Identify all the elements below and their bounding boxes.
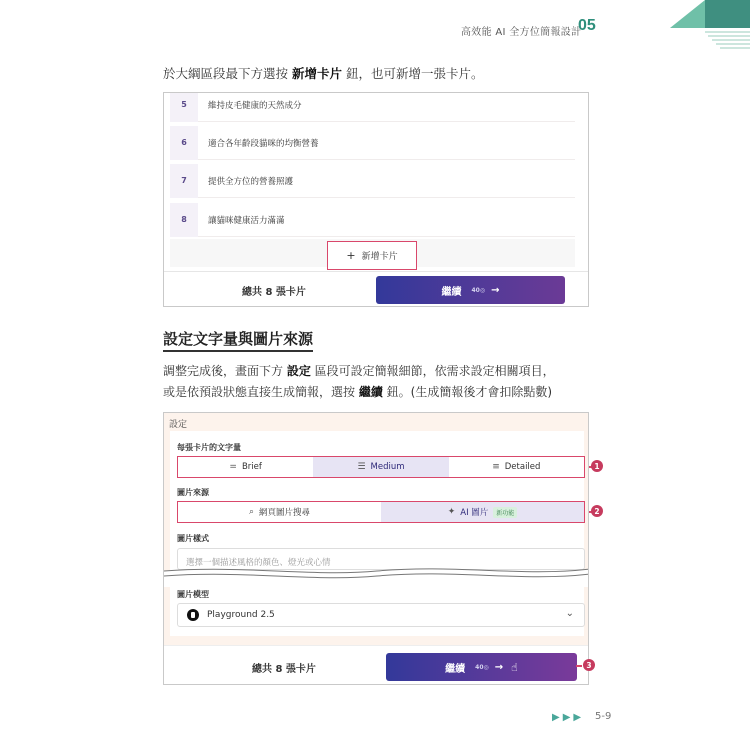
card-total: 總共 8 張卡片 (252, 664, 316, 675)
outline-row[interactable] (170, 164, 575, 198)
page-arrows-icon: ▶▶▶ (552, 712, 585, 723)
page-number: 5-9 (595, 711, 612, 722)
image-style-input[interactable]: 選擇一個描述風格的顏色、燈光或心情 (177, 548, 585, 570)
image-model-select[interactable] (177, 603, 585, 627)
image-model-label: 圖片模型 (177, 590, 209, 599)
row-text: 適合各年齡段貓咪的均衡營養 (208, 138, 319, 149)
option-medium[interactable]: ☰ Medium (313, 457, 448, 477)
settings-title: 設定 (169, 420, 188, 430)
image-style-label: 圖片樣式 (177, 534, 209, 543)
callout-2: 2 (591, 505, 603, 517)
paragraph-line-2: 或是依預設狀態直接生成簡報，選按 繼續 鈕。(生成簡報後才會扣除點數) (163, 385, 553, 399)
row-text: 提供全方位的營養照護 (208, 176, 294, 187)
outline-row[interactable] (170, 203, 575, 237)
chevron-down-icon: ⌄ (565, 608, 574, 619)
continue-label: 繼續 (445, 663, 466, 675)
plus-icon: + (346, 249, 356, 262)
row-text: 維持皮毛健康的天然成分 (208, 100, 302, 111)
add-card-ref: 新增卡片 (291, 66, 342, 81)
option-detailed[interactable]: ≡ Detailed (492, 462, 541, 472)
callout-3: 3 (583, 659, 595, 671)
medium-icon: ☰ (357, 462, 366, 472)
callout-1: 1 (591, 460, 603, 472)
arrow-right-icon: → (494, 661, 504, 673)
chapter-number: 05 (578, 17, 596, 34)
search-icon: ⌕ (248, 507, 255, 517)
points-cost: 40◎ (475, 663, 489, 671)
sparkle-icon: ✦ (447, 507, 456, 517)
image-source-label: 圖片來源 (177, 488, 209, 497)
add-card-button[interactable] (327, 241, 417, 270)
points-cost: 40◎ (471, 286, 486, 294)
playground-logo-icon (187, 609, 199, 621)
torn-edge (164, 563, 589, 587)
corner-decoration (650, 0, 750, 55)
outline-screenshot (163, 92, 589, 307)
card-total: 總共 8 張卡片 (242, 287, 306, 298)
arrow-right-icon: → (491, 284, 500, 296)
continue-button[interactable] (376, 276, 565, 304)
intro-text: 於大綱區段最下方選按 新增卡片 鈕，也可新增一張卡片。 (163, 66, 484, 81)
new-feature-badge: 新功能 (493, 507, 517, 518)
image-model-value: Playground 2.5 (207, 610, 275, 620)
row-number: 6 (170, 126, 198, 160)
book-title: 高效能 AI 全方位簡報設計 (461, 27, 582, 38)
outline-row[interactable] (170, 126, 575, 160)
option-ai-image[interactable]: ✦ AI 圖片 新功能 (381, 502, 584, 522)
row-text: 讓貓咪健康活力滿滿 (208, 215, 285, 226)
pointer-cursor-icon: ☝ (511, 660, 518, 674)
row-number: 5 (170, 92, 198, 122)
paragraph-line-1: 調整完成後，畫面下方 設定 區段可設定簡報細節，依需求設定相關項目， (163, 364, 555, 378)
text-amount-label: 每張卡片的文字量 (177, 443, 241, 452)
add-card-label: 新增卡片 (361, 252, 398, 262)
row-number: 8 (170, 203, 198, 237)
row-number: 7 (170, 164, 198, 198)
text-amount-selector (177, 456, 585, 478)
continue-button[interactable] (386, 653, 577, 681)
outline-row[interactable] (170, 92, 575, 122)
option-brief[interactable]: = Brief (229, 462, 262, 472)
image-source-selector (177, 501, 585, 523)
section-heading: 設定文字量與圖片來源 (163, 328, 313, 352)
divider (164, 271, 589, 272)
option-web-image-search[interactable]: ⌕ 網頁圖片搜尋 (248, 507, 311, 518)
brief-icon: = (229, 462, 237, 472)
detailed-icon: ≡ (492, 462, 500, 472)
callout-line (576, 665, 582, 667)
continue-label: 繼續 (441, 286, 462, 298)
settings-screenshot (163, 412, 589, 685)
